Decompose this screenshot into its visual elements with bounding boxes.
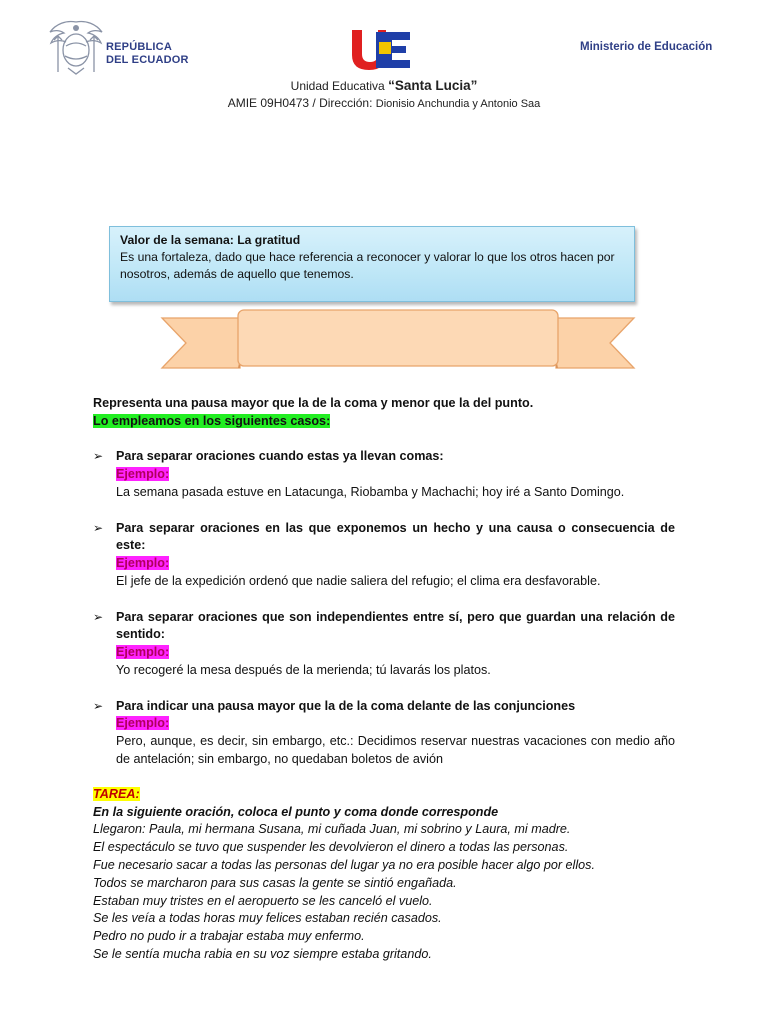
case-rule: Para separar oraciones cuando estas ya llevan comas: <box>116 449 444 464</box>
homework-sentence: Todos se marcharon para sus casas la gente se sintió engañada. <box>93 875 457 890</box>
school-name: “Santa Lucia” <box>388 78 478 93</box>
homework-section <box>93 786 675 964</box>
case-item <box>93 609 675 680</box>
school-title <box>0 78 768 93</box>
homework-label: TAREA: <box>93 786 140 801</box>
example-label: Ejemplo: <box>116 467 170 482</box>
lesson-content <box>93 395 675 964</box>
case-rule: Para separar oraciones en las que exponemos un hecho y una causa o consecuencia de este: <box>116 520 675 553</box>
republic-line-1: REPÚBLICA <box>106 41 172 53</box>
republic-line-2: DEL ECUADOR <box>106 54 189 66</box>
case-item <box>93 698 675 769</box>
ue-school-logo-icon <box>346 24 416 74</box>
republic-logo <box>44 16 194 80</box>
case-example: El jefe de la expedición ordenó que nadie saliera del refugio; el clima era desfavorable. <box>116 573 601 588</box>
arrow-bullet-icon: ➢ <box>93 520 104 535</box>
homework-sentence: Estaban muy tristes en el aeropuerto se les canceló el vuelo. <box>93 893 433 908</box>
example-label: Ejemplo: <box>116 716 170 731</box>
semicolon-definition: Representa una pausa mayor que la de la coma y menor que la del punto. <box>93 396 534 410</box>
case-item <box>93 448 675 501</box>
case-example: La semana pasada estuve en Latacunga, Riobamba y Machachi; hoy iré a Santo Domingo. <box>116 484 625 499</box>
arrow-bullet-icon: ➢ <box>93 609 104 624</box>
ecuador-coat-of-arms-icon <box>44 16 108 80</box>
homework-instruction: En la siguiente oración, coloca el punto y coma donde corresponde <box>93 804 499 819</box>
homework-sentence: El espectáculo se tuvo que suspender les devolvieron el dinero a todas las personas. <box>93 840 569 855</box>
example-label: Ejemplo: <box>116 556 170 571</box>
case-item <box>93 520 675 591</box>
ribbon-banner <box>160 308 636 378</box>
school-prefix: Unidad Educativa <box>290 79 389 93</box>
arrow-bullet-icon: ➢ <box>93 698 104 713</box>
homework-sentence: Pedro no pudo ir a trabajar estaba muy enfermo. <box>93 929 365 944</box>
case-rule: Para indicar una pausa mayor que la de la coma delante de las conjunciones <box>116 698 576 713</box>
school-address: Dionisio Anchundia y Antonio Saa <box>375 98 541 110</box>
homework-sentence: Llegaron: Paula, mi hermana Susana, mi cuñada Juan, mi sobrino y Laura, mi madre. <box>93 822 571 837</box>
homework-sentence: Fue necesario sacar a todas las personas del lugar ya no era posible hacer algo por ellos. <box>93 857 595 872</box>
homework-sentence: Se le sentía mucha rabia en su voz siempre estaba gritando. <box>93 946 432 961</box>
example-label: Ejemplo: <box>116 645 170 660</box>
republic-name <box>106 41 189 67</box>
case-example: Pero, aunque, es decir, sin embargo, etc.: Decidimos reservar nuestras vacaciones con medio año de antelación; sin embargo, no quedaban boletos de avión <box>116 734 675 766</box>
arrow-bullet-icon: ➢ <box>93 449 104 464</box>
amie-address-line <box>0 96 768 110</box>
weekly-value-title: Valor de la semana: La gratitud <box>120 233 301 247</box>
weekly-value-text: Es una fortaleza, dado que hace referencia a reconocer y valorar lo que los otros hacen por nosotros, además de aquello que tenemos. <box>120 250 615 281</box>
case-rule: Para separar oraciones que son independientes entre sí, pero que guardan una relación de sentido: <box>116 609 675 642</box>
case-example: Yo recogeré la mesa después de la merienda; tú lavarás los platos. <box>116 662 491 677</box>
weekly-value-box <box>109 226 635 302</box>
homework-sentence: Se les veía a todas horas muy felices estaban recién casados. <box>93 911 442 926</box>
amie-code: AMIE 09H0473 / Dirección: <box>227 96 376 110</box>
cases-heading: Lo empleamos en los siguientes casos: <box>93 413 331 428</box>
ministry-name: Ministerio de Educación <box>580 41 713 53</box>
